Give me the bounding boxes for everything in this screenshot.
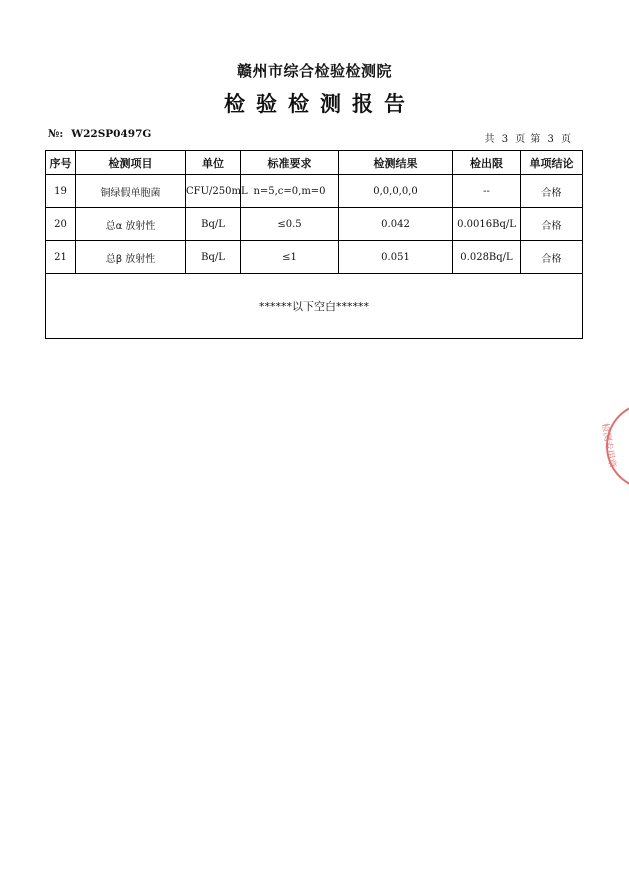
cell-item: 铜绿假单胞菌: [76, 175, 186, 208]
cell-conclusion: 合格: [521, 175, 583, 208]
table-row: [46, 175, 583, 208]
cell-result: 0.042: [339, 208, 453, 241]
cell-seq: 21: [46, 241, 76, 274]
table-row: [46, 208, 583, 241]
report-title: 检验检测报告: [224, 92, 416, 116]
cell-seq: 19: [46, 175, 76, 208]
report-number-value: W22SP0497G: [71, 128, 152, 140]
cell-detection-limit: 0.028Bq/L: [453, 241, 521, 274]
organization-name: 赣州市综合检验检测院: [236, 62, 392, 80]
blank-note: ******以下空白******: [46, 274, 583, 339]
cell-standard: ≤1: [241, 241, 339, 274]
page-total: 共 3 页: [484, 134, 526, 145]
header-result: 检测结果: [339, 151, 453, 175]
header-conclusion: 单项结论: [521, 151, 583, 175]
cell-standard: ≤0.5: [241, 208, 339, 241]
cell-unit: Bq/L: [186, 208, 241, 241]
cell-detection-limit: 0.0016Bq/L: [453, 208, 521, 241]
cell-conclusion: 合格: [521, 208, 583, 241]
seal-text: 检测专用章: [599, 422, 617, 469]
cell-item: 总α 放射性: [76, 208, 186, 241]
report-number-label: №:: [48, 128, 64, 140]
blank-row: [46, 274, 583, 339]
cell-item: 总β 放射性: [76, 241, 186, 274]
official-seal: [599, 402, 629, 490]
page-info: [485, 130, 571, 145]
cell-seq: 20: [46, 208, 76, 241]
cell-result: 0,0,0,0,0: [339, 175, 453, 208]
page-current: 第 3 页: [530, 134, 571, 145]
header-seq: 序号: [46, 151, 76, 175]
table-row: [46, 241, 583, 274]
header-detection-limit: 检出限: [453, 151, 521, 175]
cell-detection-limit: --: [453, 175, 521, 208]
cell-standard: n=5,c=0,m=0: [241, 175, 339, 208]
header-standard: 标准要求: [241, 151, 339, 175]
header-item: 检测项目: [76, 151, 186, 175]
header-unit: 单位: [186, 151, 241, 175]
cell-conclusion: 合格: [521, 241, 583, 274]
cell-result: 0.051: [339, 241, 453, 274]
results-table: [45, 150, 583, 339]
cell-unit: Bq/L: [186, 241, 241, 274]
report-number: [48, 128, 151, 140]
table-header-row: [46, 151, 583, 175]
cell-unit: CFU/250mL: [186, 175, 241, 208]
